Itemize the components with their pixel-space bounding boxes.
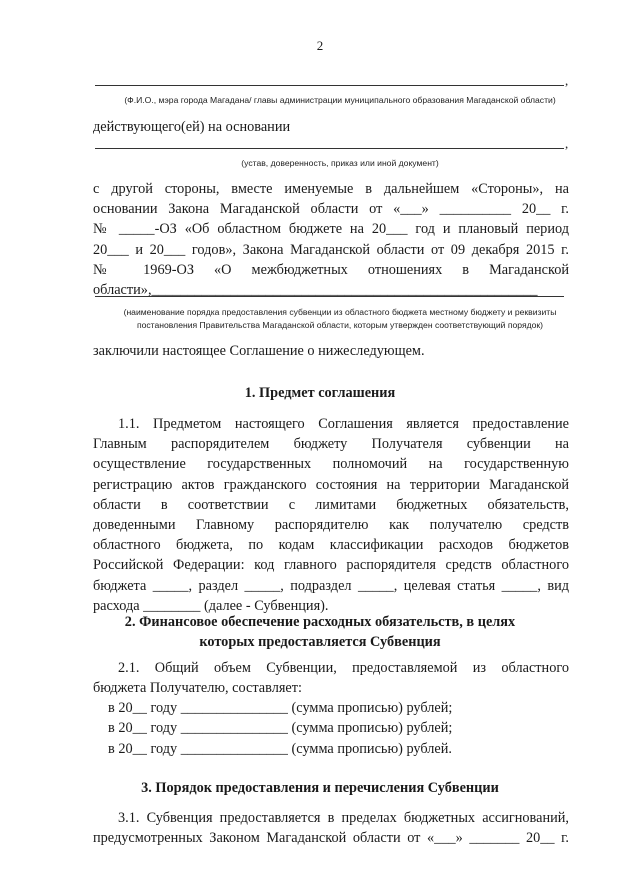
- subsidy-blank-line: [95, 296, 564, 297]
- paragraph-line: Российской Федерации: код главного распорядителя средств областного: [93, 557, 569, 574]
- paragraph-line: бюджета Получателю, составляет:: [93, 680, 302, 697]
- paragraph-line: области»,______________________________________________________: [93, 281, 538, 298]
- year-amount-line: в 20__ году _______________ (сумма прописью) рублей.: [108, 741, 453, 757]
- year-amount-line: в 20__ году _______________ (сумма прописью) рублей;: [108, 700, 453, 716]
- section-2-title-line-2: которых предоставляется Субвенция: [199, 634, 441, 650]
- concluded-text: заключили настоящее Соглашение о нижеследующем.: [93, 343, 425, 359]
- subsidy-note-line: постановления Правительства Магаданской области, которым утвержден соответствующий порядок): [136, 320, 544, 330]
- paragraph-line: бюджета _____, раздел _____, подраздел _____, целевая статья _____, вид: [93, 577, 569, 594]
- paragraph-line: областного бюджета, по кодам классификации расходов бюджетов: [93, 537, 569, 554]
- paragraph-line: № _____-ОЗ «Об областном бюджете на 20___ год и плановый период: [93, 221, 569, 238]
- acting-basis-text: действующего(ей) на основании: [93, 119, 291, 135]
- paragraph-line: 1.1. Предметом настоящего Соглашения является предоставление: [118, 416, 569, 432]
- paragraph-line: № 1969-ОЗ «О межбюджетных отношениях в Магаданской: [93, 261, 569, 278]
- subsidy-note-line: (наименование порядка предоставления субвенции из областного бюджета местному бюджету и реквизиты: [123, 307, 557, 317]
- subsidy-note: [60, 306, 620, 332]
- basis-note: (устав, доверенность, приказ или иной документ): [241, 158, 439, 168]
- paragraph-line: регистрацию актов гражданского состояния на территории Магаданской: [93, 476, 569, 493]
- section-1-paragraph: [93, 414, 569, 616]
- fio-line-comma: ,: [565, 73, 569, 88]
- fio-blank-line: [95, 85, 564, 86]
- paragraph-line: основании Закона Магаданской области от «___» __________ 20__ г.: [93, 201, 569, 218]
- paragraph-line: доведенными Главному распорядителю как получателю средств: [93, 516, 569, 533]
- parties-paragraph: [93, 179, 569, 300]
- section-3-title: 3. Порядок предоставления и перечисления Субвенции: [141, 780, 499, 796]
- section-3-paragraph: [93, 808, 569, 848]
- paragraph-line: с другой стороны, вместе именуемые в дальнейшем «Стороны», на: [93, 181, 569, 197]
- fio-note: (Ф.И.О., мэра города Магадана/ главы администрации муниципального образования Магаданской области): [124, 95, 556, 105]
- paragraph-line: предусмотренных Законом Магаданской области от «___» _______ 20__ г.: [93, 830, 569, 847]
- section-2-paragraph: [93, 658, 569, 698]
- paragraph-line: расхода ________ (далее - Субвенция).: [93, 597, 329, 614]
- paragraph-line: 20___ и 20___ годов», Закона Магаданской области от 09 декабря 2015 г.: [93, 241, 569, 258]
- page-number: 2: [316, 38, 324, 53]
- basis-blank-line: [95, 148, 564, 149]
- year-amount-line: в 20__ году _______________ (сумма прописью) рублей;: [108, 720, 453, 736]
- basis-line-comma: ,: [565, 136, 569, 151]
- paragraph-line: 3.1. Субвенция предоставляется в пределах бюджетных ассигнований,: [118, 810, 569, 826]
- paragraph-line: области в соответствии с лимитами бюджетных обязательств,: [93, 496, 569, 513]
- section-1-title: 1. Предмет соглашения: [244, 385, 396, 401]
- paragraph-line: осуществление государственных полномочий на государственную: [93, 456, 569, 473]
- section-2-title-line-1: 2. Финансовое обеспечение расходных обязательств, в целях: [124, 614, 516, 630]
- paragraph-line: 2.1. Общий объем Субвенции, предоставляемой из областного: [118, 660, 569, 676]
- paragraph-line: Главным распорядителем бюджету Получателя субвенции на: [93, 436, 569, 453]
